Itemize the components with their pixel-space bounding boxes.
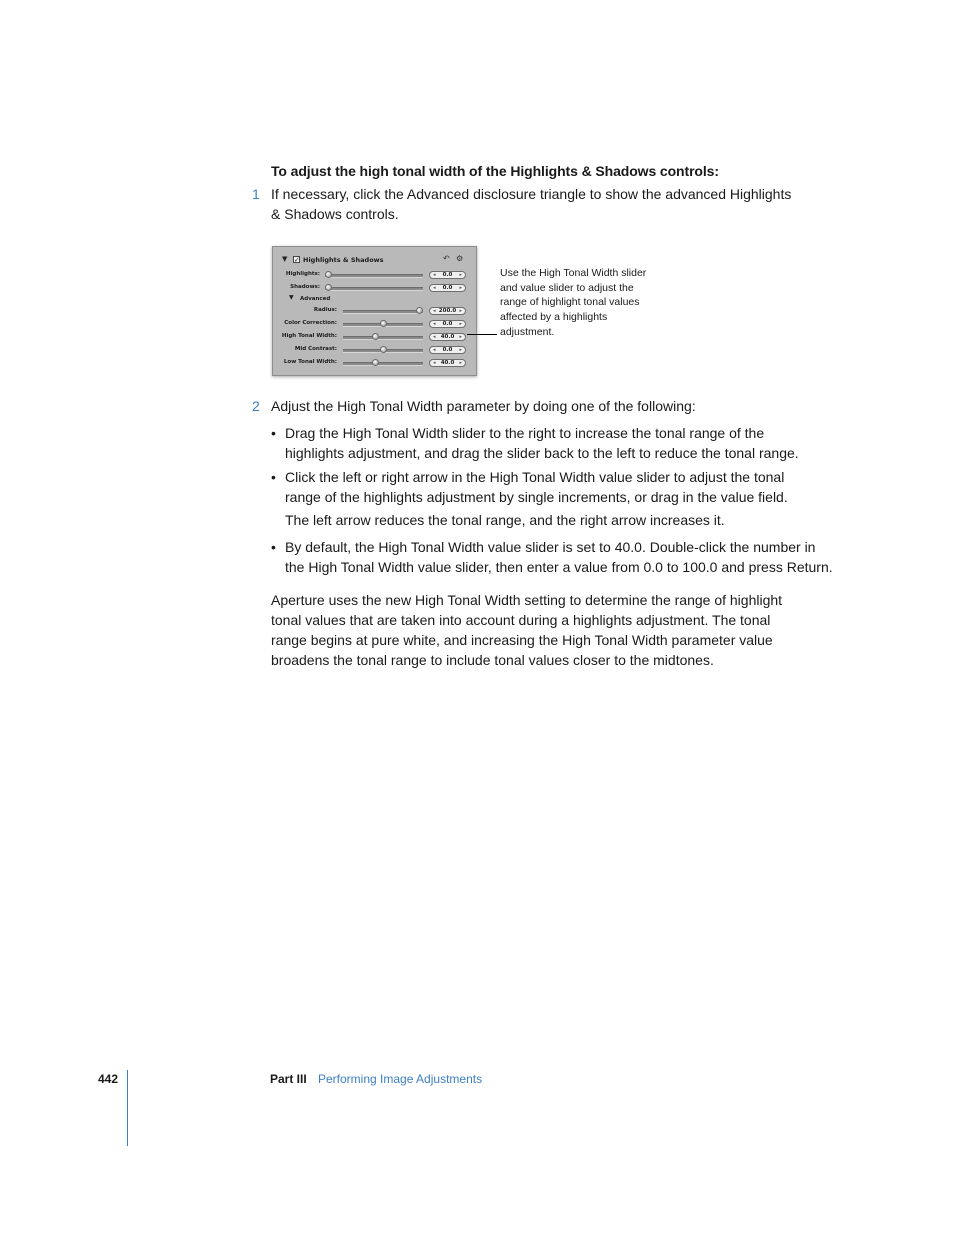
slider-label: Radius: — [313, 307, 337, 313]
callout-leader-line — [467, 334, 497, 335]
bullet-note: The left arrow reduces the tonal range, and the right arrow increases it. — [285, 512, 725, 528]
value-slider — [429, 284, 466, 292]
value-slider — [429, 346, 466, 354]
increment-arrow-icon: ▸ — [459, 272, 462, 278]
value-slider — [429, 333, 466, 341]
decrement-arrow-icon: ◂ — [433, 347, 436, 353]
text-line: highlights adjustment, and drag the slider back to the left to reduce the tonal range. — [285, 445, 799, 461]
text-line: range of the highlights adjustment by single increments, or drag in the value field. — [285, 489, 788, 505]
text-line: Drag the High Tonal Width slider to the right to increase the tonal range of the — [285, 425, 765, 441]
reset-icon: ↶ — [443, 254, 450, 263]
text-line: range begins at pure white, and increasing the High Tonal Width parameter value — [271, 632, 773, 648]
footer-rule — [127, 1070, 128, 1146]
decrement-arrow-icon: ◂ — [433, 285, 436, 291]
slider-knob — [416, 307, 423, 314]
advanced-label: Advanced — [300, 296, 331, 302]
advanced-disclosure-icon: ▼ — [289, 294, 294, 301]
value-slider — [429, 320, 466, 328]
step-number: 2 — [252, 398, 260, 414]
slider-knob — [380, 320, 387, 327]
figure-callout — [500, 266, 655, 340]
slider-label: High Tonal Width: — [281, 333, 337, 339]
callout-line: Use the High Tonal Width slider — [500, 267, 647, 279]
slider-knob — [380, 346, 387, 353]
increment-arrow-icon: ▸ — [459, 285, 462, 291]
callout-line: and value slider to adjust the — [500, 281, 634, 294]
decrement-arrow-icon: ◂ — [433, 321, 436, 327]
decrement-arrow-icon: ◂ — [433, 360, 436, 366]
bullet-mark: • — [271, 469, 276, 485]
callout-line: affected by a highlights — [500, 311, 608, 324]
value-field: 0.0 — [442, 285, 453, 291]
slider-track — [343, 362, 423, 366]
enable-checkbox: ✓ — [294, 256, 300, 264]
text-line: the High Tonal Width value slider, then enter a value from 0.0 to 100.0 and press Return. — [285, 559, 833, 575]
text-line: If necessary, click the Advanced disclosure triangle to show the advanced Highlights — [271, 186, 792, 202]
step-number: 1 — [252, 186, 260, 202]
bullet-mark: • — [271, 425, 276, 441]
bullet-mark: • — [271, 539, 276, 555]
slider-track — [343, 336, 423, 340]
slider-track — [343, 310, 423, 314]
value-field: 40.0 — [440, 334, 455, 340]
value-slider — [429, 307, 466, 315]
slider-label: Highlights: — [285, 271, 320, 277]
body-paragraph — [271, 590, 782, 670]
gear-icon: ⚙ — [456, 254, 464, 263]
slider-track — [325, 274, 423, 278]
increment-arrow-icon: ▸ — [459, 360, 462, 366]
decrement-arrow-icon: ◂ — [433, 272, 436, 278]
value-field: 0.0 — [442, 272, 453, 278]
increment-arrow-icon: ▸ — [459, 334, 462, 340]
step-text — [271, 184, 791, 224]
page-number: 442 — [98, 1072, 119, 1086]
text-line: Click the left or right arrow in the High Tonal Width value slider to adjust the tonal — [285, 469, 785, 485]
value-field: 0.0 — [442, 321, 453, 327]
text-line: Aperture uses the new High Tonal Width setting to determine the range of highlight — [271, 592, 783, 608]
decrement-arrow-icon: ◂ — [433, 334, 436, 340]
disclosure-triangle-icon: ▼ — [282, 255, 288, 263]
text-line: & Shadows controls. — [271, 206, 399, 222]
slider-knob — [325, 284, 332, 291]
slider-label: Color Correction: — [284, 320, 337, 326]
callout-line: range of highlight tonal values — [500, 296, 640, 309]
footer-section-link[interactable]: Performing Image Adjustments — [318, 1072, 483, 1086]
text-line: By default, the High Tonal Width value slider is set to 40.0. Double-click the number in — [285, 539, 816, 555]
value-field: 200.0 — [438, 308, 457, 314]
bullet-text — [285, 537, 833, 577]
slider-label: Mid Contrast: — [294, 346, 337, 352]
text-line: broadens the tonal range to include tonal values closer to the midtones. — [271, 652, 714, 668]
callout-line: adjustment. — [500, 325, 555, 338]
footer-part-label: Part III — [270, 1072, 307, 1086]
slider-label: Shadows: — [290, 284, 320, 290]
slider-knob — [325, 271, 332, 278]
increment-arrow-icon: ▸ — [459, 347, 462, 353]
value-field: 40.0 — [440, 360, 455, 366]
panel-title: Highlights & Shadows — [303, 256, 384, 264]
slider-label: Low Tonal Width: — [283, 359, 337, 365]
increment-arrow-icon: ▸ — [459, 308, 462, 314]
value-slider — [429, 271, 466, 279]
step-text: Adjust the High Tonal Width parameter by doing one of the following: — [271, 398, 696, 414]
slider-track — [325, 287, 423, 291]
bullet-text — [285, 467, 788, 507]
text-line: tonal values that are taken into account during a highlights adjustment. The tonal — [271, 612, 771, 628]
value-slider — [429, 359, 466, 367]
highlights-shadows-panel-screenshot — [272, 246, 477, 376]
value-field: 0.0 — [442, 347, 453, 353]
procedure-heading: To adjust the high tonal width of the Highlights & Shadows controls: — [271, 163, 719, 179]
bullet-text — [285, 423, 799, 463]
increment-arrow-icon: ▸ — [459, 321, 462, 327]
decrement-arrow-icon: ◂ — [433, 308, 436, 314]
